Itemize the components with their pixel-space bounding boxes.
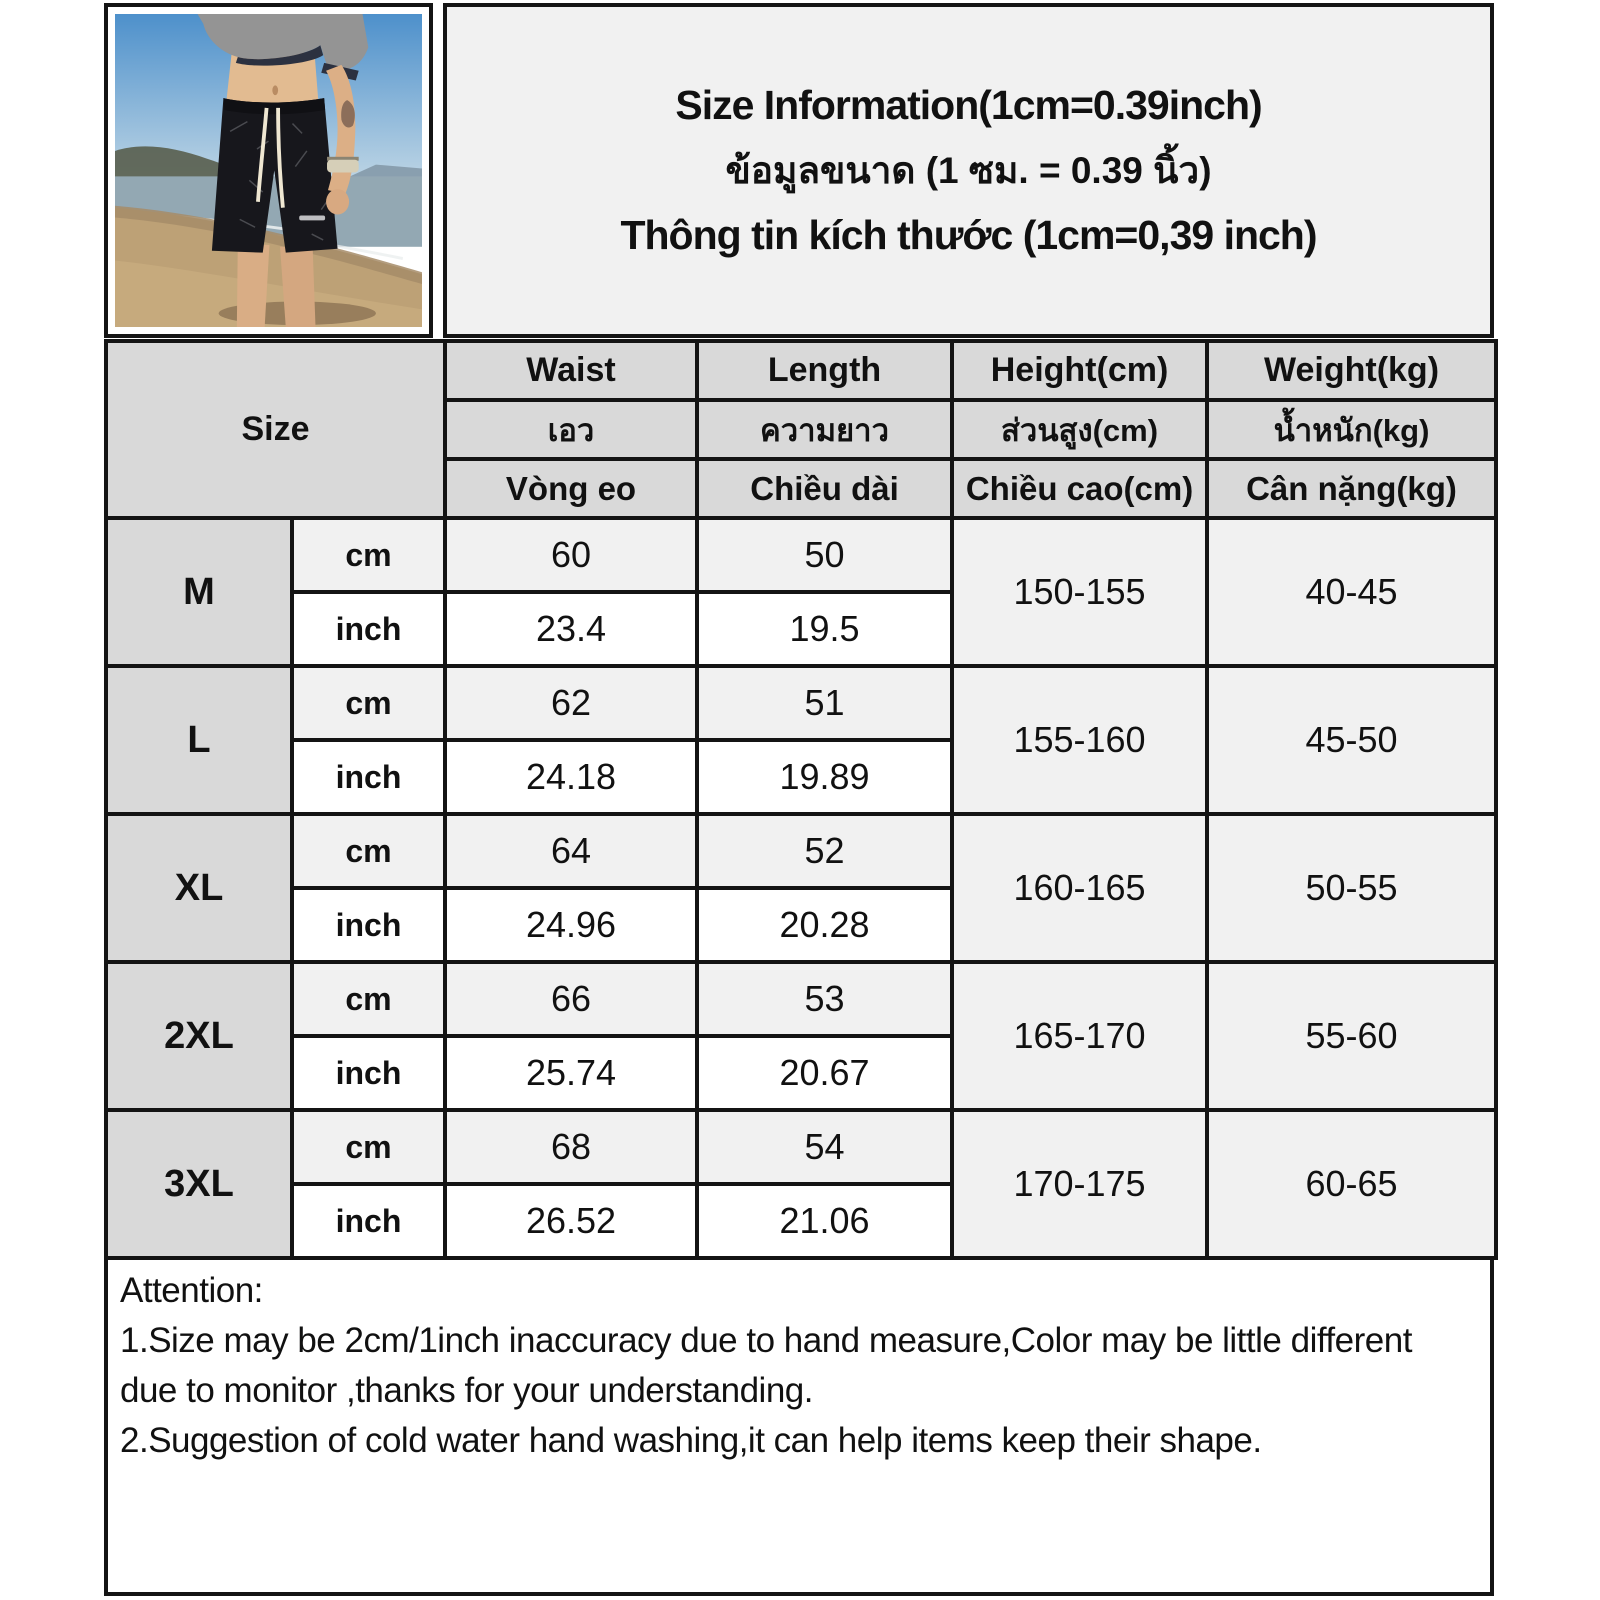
unit-inch: inch — [292, 888, 445, 962]
waist-cm-m: 60 — [445, 518, 697, 592]
height-range-m: 150-155 — [952, 518, 1207, 666]
waist-cm-3xl: 68 — [445, 1110, 697, 1184]
size-label-3xl: 3XL — [106, 1110, 292, 1258]
size-label-2xl: 2XL — [106, 962, 292, 1110]
leg — [280, 247, 315, 327]
col-height-th: ส่วนสูง(cm) — [952, 400, 1207, 459]
shorts-logo — [299, 215, 325, 220]
height-range-2xl: 165-170 — [952, 962, 1207, 1110]
height-range-3xl: 170-175 — [952, 1110, 1207, 1258]
size-header: Size — [106, 341, 445, 518]
waist-cm-l: 62 — [445, 666, 697, 740]
unit-cm: cm — [292, 962, 445, 1036]
length-inch-2xl: 20.67 — [697, 1036, 952, 1110]
col-length-en: Length — [697, 341, 952, 400]
length-inch-m: 19.5 — [697, 592, 952, 666]
length-cm-m: 50 — [697, 518, 952, 592]
title-vietnamese: Thông tin kích thước (1cm=0,39 inch) — [620, 212, 1317, 258]
title-box — [443, 3, 1494, 338]
weight-range-l: 45-50 — [1207, 666, 1496, 814]
size-label-l: L — [106, 666, 292, 814]
unit-cm: cm — [292, 1110, 445, 1184]
col-height-en: Height(cm) — [952, 341, 1207, 400]
weight-range-xl: 50-55 — [1207, 814, 1496, 962]
attention-box — [104, 1256, 1494, 1596]
length-cm-xl: 52 — [697, 814, 952, 888]
length-inch-xl: 20.28 — [697, 888, 952, 962]
table-row — [106, 962, 1496, 1036]
unit-inch: inch — [292, 740, 445, 814]
table-row — [106, 666, 1496, 740]
watch — [327, 160, 359, 173]
leg — [237, 244, 270, 327]
length-cm-2xl: 53 — [697, 962, 952, 1036]
weight-range-3xl: 60-65 — [1207, 1110, 1496, 1258]
col-waist-th: เอว — [445, 400, 697, 459]
waist-inch-3xl: 26.52 — [445, 1184, 697, 1258]
col-weight-en: Weight(kg) — [1207, 341, 1496, 400]
title-english: Size Information(1cm=0.39inch) — [675, 82, 1262, 128]
waist-inch-m: 23.4 — [445, 592, 697, 666]
length-cm-l: 51 — [697, 666, 952, 740]
title-thai: ข้อมูลขนาด (1 ซม. = 0.39 นิ้ว) — [725, 150, 1212, 191]
product-photo-frame — [104, 3, 433, 338]
height-range-xl: 160-165 — [952, 814, 1207, 962]
waist-inch-xl: 24.96 — [445, 888, 697, 962]
unit-cm: cm — [292, 666, 445, 740]
waist-inch-l: 24.18 — [445, 740, 697, 814]
size-label-xl: XL — [106, 814, 292, 962]
hand — [326, 189, 349, 214]
col-length-th: ความยาว — [697, 400, 952, 459]
length-cm-3xl: 54 — [697, 1110, 952, 1184]
attention-item-2: 2.Suggestion of cold water hand washing,it can help items keep their shape. — [120, 1421, 1262, 1461]
unit-inch: inch — [292, 1036, 445, 1110]
col-height-vi: Chiều cao(cm) — [952, 459, 1207, 518]
height-range-l: 155-160 — [952, 666, 1207, 814]
table-row — [106, 1110, 1496, 1184]
attention-heading: Attention: — [120, 1271, 263, 1310]
header-row-en — [106, 341, 1496, 400]
table-row — [106, 814, 1496, 888]
length-inch-3xl: 21.06 — [697, 1184, 952, 1258]
size-label-m: M — [106, 518, 292, 666]
table-row — [106, 518, 1496, 592]
weight-range-2xl: 55-60 — [1207, 962, 1496, 1110]
unit-inch: inch — [292, 592, 445, 666]
unit-inch: inch — [292, 1184, 445, 1258]
attention-item-1: 1.Size may be 2cm/1inch inaccuracy due to hand measure,Color may be little different due to monitor ,thanks for your understanding. — [120, 1321, 1412, 1411]
length-inch-l: 19.89 — [697, 740, 952, 814]
col-weight-th: น้ำหนัก(kg) — [1207, 400, 1496, 459]
table-and-notes — [104, 339, 1494, 1596]
waist-inch-2xl: 25.74 — [445, 1036, 697, 1110]
col-waist-vi: Vòng eo — [445, 459, 697, 518]
col-weight-vi: Cân nặng(kg) — [1207, 459, 1496, 518]
waist-cm-2xl: 66 — [445, 962, 697, 1036]
waist-cm-xl: 64 — [445, 814, 697, 888]
size-table — [104, 339, 1498, 1260]
product-photo — [115, 14, 422, 327]
unit-cm: cm — [292, 814, 445, 888]
col-length-vi: Chiều dài — [697, 459, 952, 518]
col-waist-en: Waist — [445, 341, 697, 400]
unit-cm: cm — [292, 518, 445, 592]
weight-range-m: 40-45 — [1207, 518, 1496, 666]
